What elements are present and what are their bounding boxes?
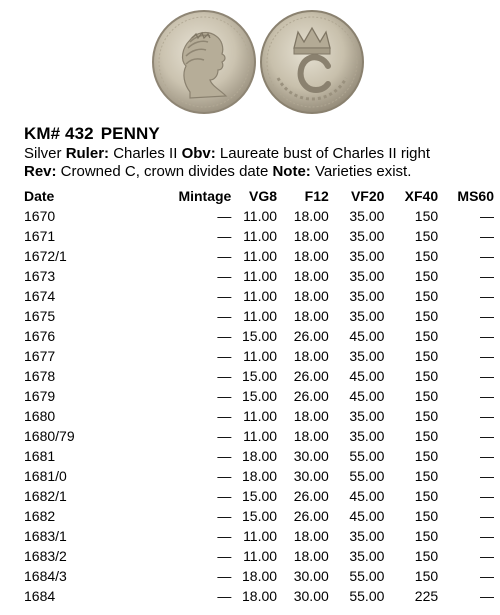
cell-vg8: 11.00 (243, 548, 278, 564)
cell-f12: 18.00 (293, 348, 329, 364)
table-row (20, 246, 500, 266)
cell-xf40: 150 (414, 408, 439, 424)
cell-vg8: 11.00 (243, 208, 278, 224)
cell-xf40: 150 (414, 468, 439, 484)
coin-reverse-image (258, 8, 366, 116)
cell-xf40: 150 (414, 208, 439, 224)
cell-date: 1671 (24, 228, 56, 244)
cell-date: 1679 (24, 388, 56, 404)
cell-mintage: — (217, 528, 232, 544)
header-vg8: VG8 (249, 188, 278, 204)
table-row (20, 506, 500, 526)
header-f12: F12 (304, 188, 329, 204)
cell-mintage: — (217, 248, 232, 264)
cell-mintage: — (217, 208, 232, 224)
cell-xf40: 225 (414, 588, 439, 604)
price-table-body (20, 206, 500, 606)
cell-ms60: — (480, 268, 494, 284)
cell-vg8: 18.00 (242, 568, 278, 584)
cell-vf20: 35.00 (349, 548, 385, 564)
header-vf20: VF20 (350, 188, 385, 204)
table-row (20, 346, 500, 366)
description-label: Ruler: (65, 145, 110, 162)
cell-mintage: — (217, 488, 232, 504)
cell-mintage: — (217, 368, 232, 384)
cell-xf40: 150 (414, 488, 439, 504)
cell-vg8: 18.00 (242, 468, 278, 484)
cell-ms60: — (480, 588, 494, 604)
cell-ms60: — (480, 308, 494, 324)
cell-vg8: 15.00 (242, 508, 278, 524)
cell-f12: 30.00 (293, 568, 329, 584)
cell-vg8: 18.00 (242, 448, 278, 464)
cell-f12: 18.00 (293, 528, 329, 544)
cell-f12: 18.00 (293, 548, 329, 564)
cell-ms60: — (480, 228, 494, 244)
cell-vf20: 35.00 (349, 228, 385, 244)
cell-vf20: 35.00 (349, 428, 385, 444)
table-row (20, 586, 500, 606)
cell-vg8: 11.00 (243, 428, 278, 444)
cell-ms60: — (480, 388, 494, 404)
cell-f12: 30.00 (293, 468, 329, 484)
cell-f12: 18.00 (293, 228, 329, 244)
cell-date: 1681 (24, 448, 56, 464)
cell-vg8: 15.00 (242, 328, 278, 344)
price-table (20, 186, 500, 606)
cell-vf20: 45.00 (349, 508, 385, 524)
cell-ms60: — (480, 548, 494, 564)
header-mintage: Mintage (178, 188, 232, 204)
description-text: Crowned C, crown divides date (56, 163, 273, 180)
cell-xf40: 150 (414, 388, 439, 404)
cell-ms60: — (480, 428, 494, 444)
header-xf40: XF40 (404, 188, 439, 204)
cell-vg8: 11.00 (243, 288, 278, 304)
cell-date: 1684 (24, 588, 56, 604)
description-label: Rev: (24, 163, 57, 180)
cell-ms60: — (480, 348, 494, 364)
cell-f12: 30.00 (293, 588, 329, 604)
cell-f12: 18.00 (293, 428, 329, 444)
table-row (20, 466, 500, 486)
cell-vf20: 55.00 (349, 588, 385, 604)
table-row (20, 546, 500, 566)
cell-vg8: 11.00 (243, 408, 278, 424)
table-row (20, 206, 500, 226)
description-text: Varieties exist. (310, 163, 412, 180)
cell-f12: 26.00 (293, 488, 329, 504)
cell-mintage: — (217, 428, 232, 444)
cell-xf40: 150 (414, 328, 439, 344)
cell-mintage: — (217, 228, 232, 244)
cell-mintage: — (217, 308, 232, 324)
cell-vf20: 35.00 (349, 348, 385, 364)
cell-date: 1680 (24, 408, 56, 424)
cell-f12: 26.00 (293, 368, 329, 384)
description-text: Silver (24, 145, 66, 162)
cell-vf20: 35.00 (349, 308, 385, 324)
cell-vg8: 15.00 (242, 368, 278, 384)
cell-vf20: 45.00 (349, 368, 385, 384)
description-label: Obv: (181, 145, 216, 162)
cell-date: 1683/1 (24, 528, 67, 544)
cell-f12: 26.00 (293, 328, 329, 344)
cell-mintage: — (217, 268, 232, 284)
cell-vg8: 15.00 (242, 388, 278, 404)
description-line-1 (24, 145, 430, 163)
cell-ms60: — (480, 408, 494, 424)
cell-f12: 18.00 (293, 248, 329, 264)
cell-ms60: — (480, 528, 494, 544)
cell-vf20: 55.00 (349, 568, 385, 584)
cell-vg8: 11.00 (243, 348, 278, 364)
cell-vf20: 35.00 (349, 208, 385, 224)
coin-obverse-image (150, 8, 258, 116)
cell-mintage: — (217, 328, 232, 344)
cell-mintage: — (217, 588, 232, 604)
cell-mintage: — (217, 548, 232, 564)
cell-date: 1672/1 (24, 248, 67, 264)
coin-images (150, 8, 366, 116)
cell-xf40: 150 (414, 288, 439, 304)
cell-xf40: 150 (414, 348, 439, 364)
cell-date: 1677 (24, 348, 56, 364)
cell-f12: 26.00 (293, 388, 329, 404)
catalog-number: KM# 432 (24, 124, 94, 143)
cell-xf40: 150 (414, 548, 439, 564)
cell-mintage: — (217, 468, 232, 484)
description-text: Laureate bust of Charles II right (215, 145, 431, 162)
cell-xf40: 150 (414, 228, 439, 244)
header-date: Date (24, 188, 55, 204)
cell-vg8: 11.00 (243, 248, 278, 264)
cell-mintage: — (217, 448, 232, 464)
cell-date: 1682/1 (24, 488, 67, 504)
cell-ms60: — (480, 368, 494, 384)
table-row (20, 566, 500, 586)
cell-date: 1675 (24, 308, 56, 324)
cell-vf20: 55.00 (349, 448, 385, 464)
cell-vg8: 11.00 (243, 228, 278, 244)
cell-f12: 18.00 (293, 408, 329, 424)
table-row (20, 326, 500, 346)
cell-mintage: — (217, 568, 232, 584)
table-row (20, 286, 500, 306)
cell-date: 1676 (24, 328, 56, 344)
table-row (20, 366, 500, 386)
table-row (20, 446, 500, 466)
table-row (20, 526, 500, 546)
cell-f12: 26.00 (293, 508, 329, 524)
cell-xf40: 150 (414, 528, 439, 544)
cell-xf40: 150 (414, 508, 439, 524)
cell-f12: 18.00 (293, 268, 329, 284)
cell-f12: 18.00 (293, 208, 329, 224)
cell-mintage: — (217, 288, 232, 304)
cell-xf40: 150 (414, 248, 439, 264)
table-row (20, 306, 500, 326)
cell-xf40: 150 (414, 368, 439, 384)
table-row (20, 266, 500, 286)
cell-ms60: — (480, 248, 494, 264)
header-ms60: MS60 (457, 188, 494, 204)
cell-ms60: — (480, 508, 494, 524)
cell-mintage: — (217, 508, 232, 524)
denomination: PENNY (100, 124, 160, 143)
table-row (20, 386, 500, 406)
cell-mintage: — (217, 408, 232, 424)
cell-date: 1680/79 (24, 428, 75, 444)
cell-vf20: 45.00 (349, 328, 385, 344)
table-row (20, 226, 500, 246)
entry-title (24, 124, 160, 144)
cell-vf20: 45.00 (349, 488, 385, 504)
cell-vf20: 45.00 (349, 388, 385, 404)
cell-vg8: 11.00 (243, 268, 278, 284)
cell-vf20: 35.00 (349, 268, 385, 284)
cell-vg8: 11.00 (243, 528, 278, 544)
description-text: Charles II (109, 145, 182, 162)
cell-vf20: 35.00 (349, 408, 385, 424)
cell-date: 1684/3 (24, 568, 67, 584)
cell-ms60: — (480, 328, 494, 344)
cell-vf20: 35.00 (349, 288, 385, 304)
cell-ms60: — (480, 568, 494, 584)
cell-ms60: — (480, 468, 494, 484)
cell-xf40: 150 (414, 268, 439, 284)
cell-date: 1674 (24, 288, 56, 304)
cell-f12: 18.00 (293, 308, 329, 324)
cell-ms60: — (480, 488, 494, 504)
cell-xf40: 150 (414, 428, 439, 444)
cell-date: 1681/0 (24, 468, 67, 484)
cell-f12: 30.00 (293, 448, 329, 464)
cell-date: 1682 (24, 508, 56, 524)
table-row (20, 406, 500, 426)
cell-date: 1670 (24, 208, 56, 224)
description-line-2 (24, 163, 411, 181)
cell-date: 1683/2 (24, 548, 67, 564)
cell-xf40: 150 (414, 308, 439, 324)
cell-mintage: — (217, 388, 232, 404)
cell-vf20: 35.00 (349, 528, 385, 544)
cell-f12: 18.00 (293, 288, 329, 304)
cell-date: 1673 (24, 268, 56, 284)
table-row (20, 486, 500, 506)
cell-date: 1678 (24, 368, 56, 384)
cell-vg8: 15.00 (242, 488, 278, 504)
cell-ms60: — (480, 288, 494, 304)
cell-mintage: — (217, 348, 232, 364)
description-label: Note: (272, 163, 311, 180)
table-header-row (20, 186, 500, 206)
cell-vg8: 11.00 (243, 308, 278, 324)
cell-ms60: — (480, 208, 494, 224)
cell-ms60: — (480, 448, 494, 464)
cell-xf40: 150 (414, 568, 439, 584)
cell-xf40: 150 (414, 448, 439, 464)
cell-vg8: 18.00 (242, 588, 278, 604)
cell-vf20: 55.00 (349, 468, 385, 484)
cell-vf20: 35.00 (349, 248, 385, 264)
table-row (20, 426, 500, 446)
